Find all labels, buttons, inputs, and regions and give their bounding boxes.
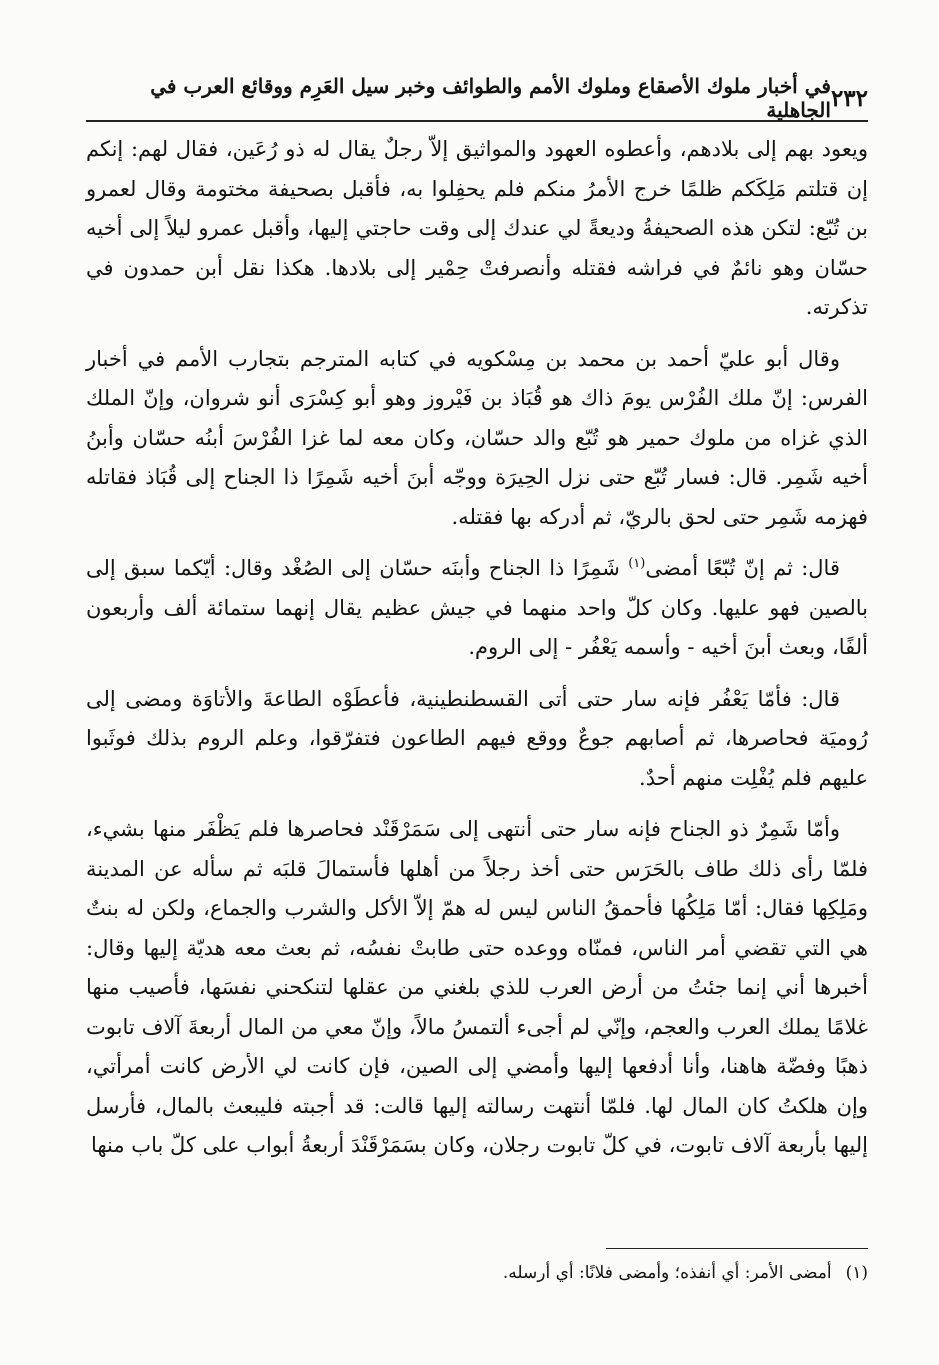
footnote-divider bbox=[606, 1248, 868, 1249]
footnote-number: (١) bbox=[845, 1263, 868, 1283]
paragraph-tail: شَمِرًا ذا الجناح وأبنَه حسّان إلى الصُغْد وقال: أيّكما سبق إلى bbox=[86, 556, 620, 580]
footnote-text: أمضى الأمر: أي أنفذه؛ وأمضى فلانًا: أي أرسله. bbox=[502, 1263, 832, 1283]
running-header bbox=[86, 76, 868, 122]
page-number: ٢٣٢ bbox=[830, 84, 868, 112]
running-title: في أخبار ملوك الأصقاع وملوك الأمم والطوائف وخبر سيل العَرِم ووقائع العرب في الجاهلية bbox=[150, 74, 831, 122]
footnote-reference[interactable]: (١) bbox=[628, 556, 646, 571]
paragraph-lead: قال: ثم إنّ تُبّعًا أمضى bbox=[645, 556, 840, 580]
paragraph: وقال أبو عليّ أحمد بن محمد بن مِسْكويه في كتابه المترجم بتجارب الأمم في أخبار الفرس: إنّ ملك الفُرْس يومَ ذاك هو قُبَاذ بن فَيْروز وهو أبو كِسْرَى أنو شروان، وإنّ الملك الذي غزاه من ملوك حمير هو تُبّع والد حسّان، وكان معه لما غزا الفُرْسَ أبنُه حسّان وأبنُ أخيه شَمِر. قال: فسار تُبّع حتى نزل الحِيرَة ووجّه أبنَ أخيه شَمِرًا ذا الجناح إلى قُبَاذ فقاتله فهزمه شَمِر حتى لحق بالريّ، ثم أدركه بها فقتله. bbox=[86, 346, 868, 529]
paragraph: وأمّا شَمِرٌ ذو الجناح فإنه سار حتى أنتهى إلى سَمَرْقَنْد فحاصرها فلم يَظْفَر منها بشيء، فلمّا رأى ذلك طاف بالحَرَس حتى أخذ رجلاً من أهلها فأستمالَ قلبَه ثم سأله عن المدينة ومَلِكِها فقال: أمّا مَلِكُها فأحمقُ الناس ليس له همّ إلاّ الأكل والشرب والجماع، ولكن له بنتٌ هي التي تقضي أمر الناس، فمنّاه ووعده حتى طابتْ نفسُه، ثم بعث معه هديّة إليها وقال: أخبرها أني إنما جئتُ من أرض العرب للذي بلغني من عقلها لتنكحني نفسَها، فأصيب منها غلامًا يملك العرب والعجم، وإنّي لم أجىء ألتمسُ مالاً، وإنّ معي من المال أربعةَ آلاف تابوت ذهبًا وفضّة هاهنا، وأنا أدفعها إليها وأمضي إلى الصين، فإن كانت لي الأرض كانت أمرأتي، وإن هلكتُ كان المال لها. فلمّا أنتهت رسالته إليها قالت: قد أجبته فليبعث بالمال، فأرسل إليها بأربعة آلاف تابوت، في كلّ تابوت رجلان، وكان بسَمَرْقَنْدَ أربعةُ أبواب على كلّ باب منها bbox=[86, 817, 868, 1157]
paragraph: قال: فأمّا يَعْفُر فإنه سار حتى أتى القسطنطينية، فأعطَوْه الطاعةَ والأتاوَة ومضى إلى رُوميَة فحاصرها، ثم أصابهم جوعٌ ووقع فيهم الطاعون فتفرّقوا، وعلم الروم بذلك فوثَبوا عليهم فلم يُفْلِت منهم أحدٌ. bbox=[86, 686, 868, 790]
paragraph-rest: بالصين فهو عليها. وكان كلّ واحد منهما في جيش عظيم يقال إنهما ستمائة ألف وأربعون ألفًا، وبعث أبنَ أخيه - وأسمه يَعْفُر - إلى الروم. bbox=[86, 595, 868, 659]
main-text bbox=[86, 130, 868, 1178]
paragraph: ويعود بهم إلى بلادهم، وأعطوه العهود والمواثيق إلاّ رجلٌ يقال له ذو رُعَين، فقال لهم: إنكم إن قتلتم مَلِكَكم ظلمًا خرج الأمرُ منكم فلم يحفِلوا به، فأقبل بصحيفة مختومة وقال لعمرو بن تُبّع: لتكن هذه الصحيفةُ وديعةً لي عندك إلى وقت حاجتي إليها، وأقبل عمرو ليلاً إلى أخيه حسّان وهو نائمٌ في فراشه فقتله وأنصرفتْ حِمْير إلى بلادها. هكذا نقل أبن حمدون في تذكرته. bbox=[86, 137, 868, 319]
paragraph-with-footnote bbox=[86, 549, 868, 668]
footnote bbox=[86, 1258, 868, 1288]
